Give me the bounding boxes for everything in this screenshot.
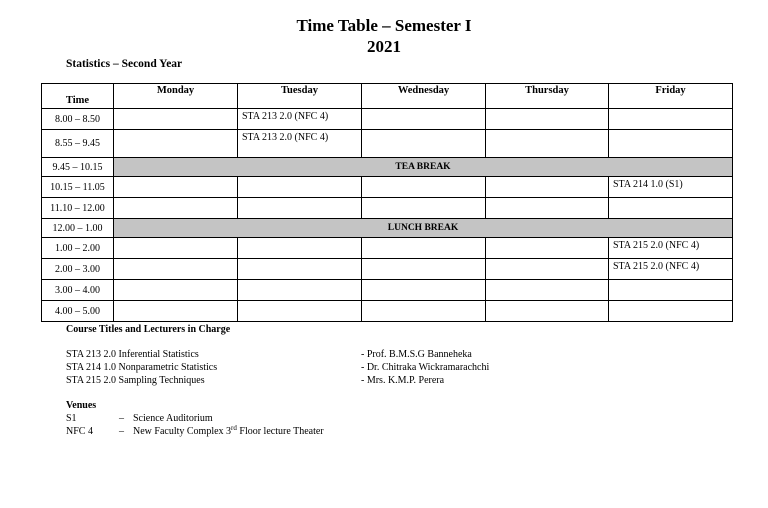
time-slot-label: 12.00 – 1.00 [42, 219, 114, 238]
class-cell-tuesday [238, 301, 362, 322]
class-cell-thursday [486, 109, 609, 130]
class-cell-thursday [486, 177, 609, 198]
break-cell: TEA BREAK [114, 158, 733, 177]
time-slot-label: 2.00 – 3.00 [42, 259, 114, 280]
class-cell-monday [114, 177, 238, 198]
venue-dash: – [119, 426, 124, 437]
class-cell-wednesday [362, 238, 486, 259]
class-cell-thursday [486, 259, 609, 280]
class-cell-wednesday [362, 301, 486, 322]
class-cell-wednesday [362, 177, 486, 198]
class-cell-wednesday [362, 198, 486, 219]
class-cell-friday [609, 301, 733, 322]
course-title: STA 213 2.0 Inferential Statistics [66, 349, 199, 360]
class-cell-wednesday [362, 280, 486, 301]
time-slot-label: 1.00 – 2.00 [42, 238, 114, 259]
time-slot-label: 9.45 – 10.15 [42, 158, 114, 177]
page-title: Time Table – Semester I [296, 16, 472, 35]
time-slot-label: 8.00 – 8.50 [42, 109, 114, 130]
class-cell-friday: STA 215 2.0 (NFC 4) [609, 238, 733, 259]
class-cell-monday [114, 259, 238, 280]
class-cell-thursday [486, 301, 609, 322]
class-cell-friday [609, 109, 733, 130]
class-cell-tuesday [238, 198, 362, 219]
class-cell-friday [609, 130, 733, 158]
time-slot-label: 4.00 – 5.00 [42, 301, 114, 322]
time-slot-row [42, 198, 733, 219]
course-lecturer: - Mrs. K.M.P. Perera [361, 375, 445, 386]
venue-name: Science Auditorium [133, 413, 213, 424]
class-cell-thursday [486, 130, 609, 158]
class-cell-thursday [486, 238, 609, 259]
course-lecturer: - Prof. B.M.S.G Banneheka [361, 349, 472, 360]
class-cell-tuesday [238, 177, 362, 198]
venue-name [133, 426, 324, 438]
page-year: 2021 [367, 37, 401, 56]
time-slot-row [42, 177, 733, 198]
class-cell-friday: STA 215 2.0 (NFC 4) [609, 259, 733, 280]
time-slot-row [42, 109, 733, 130]
venue-dash: – [119, 413, 124, 424]
break-row [42, 219, 733, 238]
class-cell-thursday [486, 280, 609, 301]
venue-code: NFC 4 [66, 426, 93, 437]
class-cell-friday [609, 198, 733, 219]
class-cell-monday [114, 109, 238, 130]
class-cell-tuesday [238, 238, 362, 259]
break-cell: LUNCH BREAK [114, 219, 733, 238]
time-column-header: Time [42, 84, 114, 109]
day-header-thursday: Thursday [486, 84, 609, 109]
time-slot-label: 3.00 – 4.00 [42, 280, 114, 301]
class-cell-tuesday [238, 259, 362, 280]
class-cell-monday [114, 198, 238, 219]
class-cell-tuesday: STA 213 2.0 (NFC 4) [238, 109, 362, 130]
venue-code: S1 [66, 413, 77, 424]
course-title: STA 215 2.0 Sampling Techniques [66, 375, 205, 386]
class-cell-tuesday: STA 213 2.0 (NFC 4) [238, 130, 362, 158]
class-cell-monday [114, 130, 238, 158]
timetable [41, 83, 733, 322]
class-cell-monday [114, 301, 238, 322]
time-slot-row [42, 259, 733, 280]
course-lecturer: - Dr. Chitraka Wickramarachchi [361, 362, 490, 373]
day-header-wednesday: Wednesday [362, 84, 486, 109]
day-header-friday: Friday [609, 84, 733, 109]
day-header-monday: Monday [114, 84, 238, 109]
header-row [42, 84, 733, 109]
class-cell-monday [114, 280, 238, 301]
time-slot-row [42, 301, 733, 322]
class-cell-wednesday [362, 109, 486, 130]
break-row [42, 158, 733, 177]
time-slot-row [42, 130, 733, 158]
class-cell-tuesday [238, 280, 362, 301]
class-cell-wednesday [362, 259, 486, 280]
time-slot-row [42, 238, 733, 259]
time-slot-row [42, 280, 733, 301]
course-title: STA 214 1.0 Nonparametric Statistics [66, 362, 218, 373]
class-cell-wednesday [362, 130, 486, 158]
page-subtitle: Statistics – Second Year [66, 58, 183, 70]
venue-name-part: Floor lecture Theater [236, 426, 324, 437]
time-slot-label: 8.55 – 9.45 [42, 130, 114, 158]
courses-heading: Course Titles and Lecturers in Charge [66, 324, 231, 335]
class-cell-friday [609, 280, 733, 301]
time-slot-label: 11.10 – 12.00 [42, 198, 114, 219]
class-cell-monday [114, 238, 238, 259]
venue-name-superscript: rd [231, 424, 237, 432]
venue-name-part: New Faculty Complex 3 [133, 426, 232, 437]
class-cell-thursday [486, 198, 609, 219]
day-header-tuesday: Tuesday [238, 84, 362, 109]
class-cell-friday: STA 214 1.0 (S1) [609, 177, 733, 198]
venues-heading: Venues [66, 400, 97, 411]
time-slot-label: 10.15 – 11.05 [42, 177, 114, 198]
